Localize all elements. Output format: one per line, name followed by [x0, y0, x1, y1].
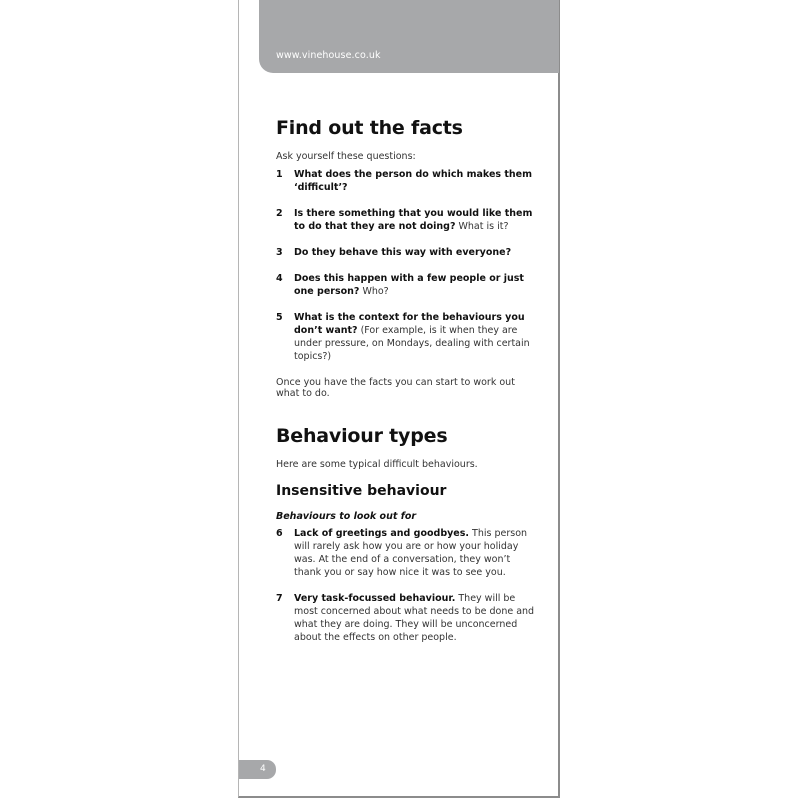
question-number: 5	[276, 312, 283, 323]
question-rest-text: (For example, is it when they are under pressure, on Mondays, dealing with certain topics?)	[294, 325, 530, 362]
facts-intro: Ask yourself these questions:	[276, 151, 416, 162]
question-item	[276, 311, 536, 363]
behaviour-rest-text: This person will rarely ask how you are or how your holiday was. At the end of a conversation, they won’t thank you or say how nice it was to see you.	[294, 528, 528, 578]
question-item	[276, 246, 536, 259]
behaviour-types-heading: Behaviour types	[276, 425, 448, 447]
behaviour-intro: Here are some typical difficult behaviours.	[276, 459, 478, 470]
question-item	[276, 168, 536, 194]
question-bold-text: What is the context for the behaviours you don’t want?	[294, 312, 525, 336]
behaviour-rest-text: They will be most concerned about what needs to be done and what they are doing. They will be unconcerned about the effects on other people.	[294, 593, 535, 643]
lookout-label: Behaviours to look out for	[276, 511, 417, 522]
page-number: 4	[260, 764, 266, 774]
question-number: 2	[276, 208, 283, 219]
question-rest-text: Who?	[359, 286, 389, 297]
page-content	[276, 117, 536, 644]
website-url: www.vinehouse.co.uk	[276, 50, 381, 61]
facts-outro: Once you have the facts you can start to work out what to do.	[276, 377, 515, 399]
question-item	[276, 272, 536, 298]
behaviour-item	[276, 527, 536, 579]
question-bold-text: What does the person do which makes them ‘difficult’?	[294, 169, 533, 193]
question-number: 4	[276, 273, 283, 284]
behaviour-bold-text: Very task-focussed behaviour.	[294, 593, 456, 604]
behaviour-bold-text: Lack of greetings and goodbyes.	[294, 528, 470, 539]
question-number: 1	[276, 169, 283, 180]
behaviour-number: 6	[276, 528, 283, 539]
question-number: 3	[276, 247, 283, 258]
header-band	[259, 0, 559, 73]
document-page	[238, 0, 560, 798]
question-bold-text: Is there something that you would like them to do that they are not doing?	[294, 208, 533, 232]
page-number-tab	[239, 760, 276, 779]
insensitive-behaviour-heading: Insensitive behaviour	[276, 483, 447, 499]
question-rest-text: What is it?	[455, 221, 509, 232]
facts-heading: Find out the facts	[276, 117, 463, 139]
question-bold-text: Does this happen with a few people or just one person?	[294, 273, 524, 297]
question-item	[276, 207, 536, 233]
behaviour-item	[276, 592, 536, 644]
question-bold-text: Do they behave this way with everyone?	[294, 247, 512, 258]
behaviour-number: 7	[276, 593, 283, 604]
